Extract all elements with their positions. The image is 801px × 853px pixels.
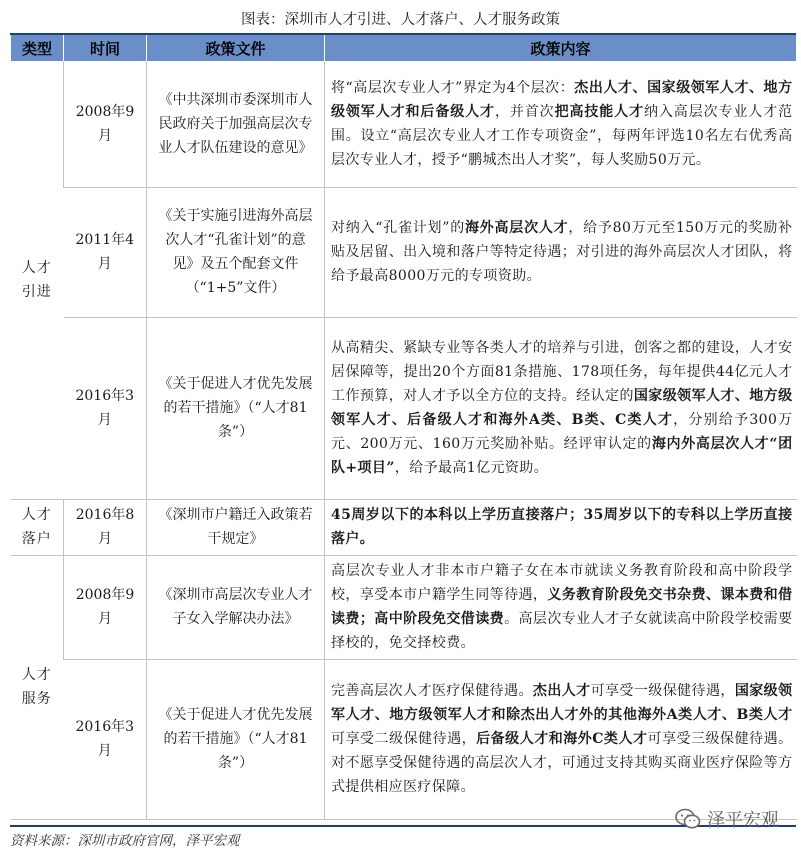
header-doc: 政策文件: [147, 35, 325, 61]
header-time: 时间: [64, 35, 147, 61]
content-emphasis: 45周岁以下的本科以上学历直接落户；35周岁以下的专科以上学历直接落户。: [331, 507, 793, 547]
content-cell: [325, 659, 797, 819]
type-cell: 人才引进: [11, 61, 64, 499]
time-cell: 2016年3月: [64, 659, 147, 819]
table-row: [11, 317, 797, 499]
doc-cell: 《关于实施引进海外高层次人才“孔雀计划”的意见》及五个配套文件（“1+5”文件）: [147, 187, 325, 317]
doc-cell: 《深圳市户籍迁入政策若干规定》: [147, 499, 325, 555]
content-emphasis: 义务教育阶段免交书杂费、课本费和借读费；高中阶段免交借读费: [331, 587, 793, 627]
header-type: 类型: [11, 35, 64, 61]
content-emphasis: 国家级领军人才、地方级领军人才、后备级人才和海外A类、B类、C类人才: [331, 388, 793, 428]
content-emphasis: 海内外高层次人才“团队+项目”: [331, 436, 793, 476]
table-header-row: [11, 35, 797, 61]
content-text: ，并首次: [494, 103, 555, 120]
time-cell: 2016年8月: [64, 499, 147, 555]
doc-cell: 《关于促进人才优先发展的若干措施》（“人才81条”）: [147, 659, 325, 819]
content-text: 可享受二级保健待遇，: [331, 731, 477, 747]
content-cell: [325, 61, 797, 187]
content-text: 完善高层次人才医疗保健待遇。: [331, 683, 533, 699]
content-text: 将“高层次专业人才”界定为4个层次：: [331, 79, 575, 96]
content-emphasis: 杰出人才、国家级领军人才、地方级领军人才和后备级人才: [331, 79, 793, 120]
table-row: [11, 61, 797, 187]
table-row: [11, 555, 797, 659]
content-text: 从高精尖、紧缺专业等各类人才的培养与引进，创客之都的建设，人才安居保障等，提出20个方面81条措施、178项任务，每年提供44亿元人才工作预算，对人才予以全方位的支持。经认定的: [331, 340, 793, 404]
content-text: 纳入高层次专业人才范围。设立“高层次专业人才工作专项资金”，每两年评选10名左右优秀高层次专业人才，授予“鹏城杰出人才奖”，每人奖励50万元。: [331, 103, 793, 168]
wechat-icon: [675, 808, 701, 830]
content-text: ，给予最高1亿元资助。: [394, 460, 549, 476]
watermark: [675, 806, 779, 832]
policy-table: [10, 35, 797, 820]
content-emphasis: 杰出人才: [532, 683, 591, 699]
doc-cell: 《深圳市高层次专业人才子女入学解决办法》: [147, 555, 325, 659]
content-text: ，给予80万元至150万元的奖励补贴及居留、出入境和落户等特定待遇；对引进的海外高层次人才团队，将给予最高8000万元的专项资助。: [331, 220, 793, 284]
table-caption: 图表：深圳市人才引进、人才落户、人才服务政策: [241, 12, 560, 28]
content-text: 高层次专业人才非本市户籍子女在本市就读义务教育阶段和高中阶段学校，享受本市户籍学生同等待遇，: [331, 563, 793, 603]
content-cell: [325, 555, 797, 659]
table-row: [11, 659, 797, 819]
content-emphasis: 海外高层次人才: [465, 220, 569, 236]
time-cell: 2008年9月: [64, 555, 147, 659]
doc-cell: 《关于促进人才优先发展的若干措施》（“人才81条”）: [147, 317, 325, 499]
content-text: 可享受三级保健待遇。对不愿享受保健待遇的高层次人才，可通过支持其购买商业医疗保险等方式提供相应医疗保障。: [331, 731, 793, 795]
source-note: 资料来源：深圳市政府官网，泽平宏观: [10, 833, 240, 849]
content-text: 可享受一级保健待遇，: [590, 683, 735, 699]
watermark-text: 泽平宏观: [707, 810, 779, 831]
header-content: 政策内容: [325, 35, 797, 61]
content-text: ，分别给予300万元、200万元、160万元奖励补贴。经评审认定的: [331, 412, 793, 452]
content-text: 对纳入“孔雀计划”的: [331, 220, 465, 236]
time-cell: 2011年4月: [64, 187, 147, 317]
type-cell: 人才服务: [11, 555, 64, 819]
time-cell: 2008年9月: [64, 61, 147, 187]
content-text: 。高层次专业人才子女就读高中阶段学校需要择校的，免交择校费。: [331, 611, 793, 651]
content-emphasis: 国家级领军人才、地方级领军人才和除杰出人才外的其他海外A类人才、B类人才: [331, 683, 793, 723]
content-cell: [325, 187, 797, 317]
content-emphasis: 后备级人才和海外C类人才: [476, 731, 648, 747]
doc-cell: 《中共深圳市委深圳市人民政府关于加强高层次专业人才队伍建设的意见》: [147, 61, 325, 187]
table-row: [11, 499, 797, 555]
content-cell: [325, 499, 797, 555]
content-emphasis: 把高技能人才: [554, 103, 644, 120]
content-cell: [325, 317, 797, 499]
table-row: [11, 187, 797, 317]
type-cell: 人才落户: [11, 499, 64, 555]
time-cell: 2016年3月: [64, 317, 147, 499]
